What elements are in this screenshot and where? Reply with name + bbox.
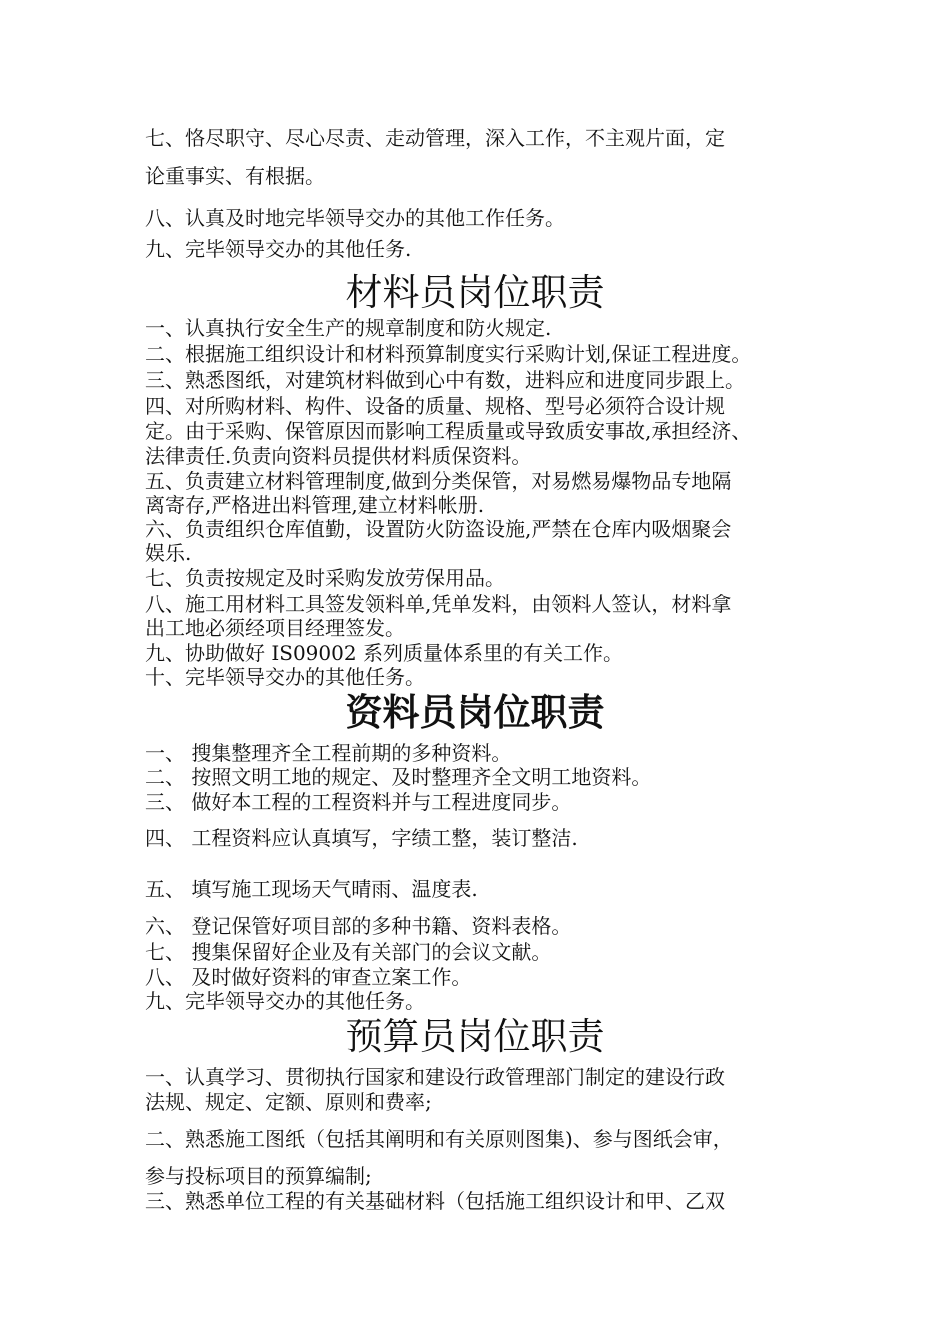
list-item: 七、负责按规定及时采购发放劳保用品。 [145, 566, 505, 590]
list-item: 三、 做好本工程的工程资料并与工程进度同步。 [145, 790, 572, 814]
list-item: 二、根据施工组织设计和材料预算制度实行采购计划,保证工程进度。 [145, 342, 752, 366]
list-item: 二、熟悉施工图纸（包括其阐明和有关原则图集)、参与图纸会审， [145, 1127, 733, 1151]
list-item: 二、 按照文明工地的规定、及时整理齐全文明工地资料。 [145, 765, 652, 789]
list-item: 九、协助做好 IS09002 系列质量体系里的有关工作。 [145, 641, 623, 665]
list-item: 六、负责组织仓库值勤，设置防火防盗设施,严禁在仓库内吸烟聚会 [145, 517, 732, 541]
list-item: 三、熟悉单位工程的有关基础材料（包括施工组织设计和甲、乙双 [145, 1189, 725, 1213]
paragraph-line: 论重事实、有根据。 [145, 164, 325, 188]
list-item: 一、认真学习、贯彻执行国家和建设行政管理部门制定的建设行政 [145, 1065, 725, 1089]
list-item: 四、 工程资料应认真填写，字绩工整，装订整洁. [145, 826, 578, 850]
section-title-records: 资料员岗位职责 [345, 691, 605, 734]
paragraph-line: 七、恪尽职守、尽心尽责、走动管理，深入工作，不主观片面，定 [145, 126, 725, 150]
list-item: 娱乐. [145, 541, 192, 565]
list-item: 一、认真执行安全生产的规章制度和防火规定. [145, 316, 552, 340]
list-item: 法律责任.负责向资料员提供材料质保资料。 [145, 444, 532, 468]
list-item: 一、 搜集整理齐全工程前期的多种资料。 [145, 741, 512, 765]
paragraph-line: 八、认真及时地完毕领导交办的其他工作任务。 [145, 206, 565, 230]
paragraph-line: 九、完毕领导交办的其他任务. [145, 237, 412, 261]
list-item: 离寄存,严格进出料管理,建立材料帐册. [145, 493, 485, 517]
list-item: 定。由于采购、保管原因而影响工程质量或导致质安事故,承担经济、 [145, 419, 752, 443]
list-item: 出工地必须经项目经理签发。 [145, 616, 405, 640]
list-item: 八、 及时做好资料的审查立案工作。 [145, 965, 472, 989]
list-item: 五、 填写施工现场天气晴雨、温度表. [145, 877, 478, 901]
list-item: 六、 登记保管好项目部的多种书籍、资料表格。 [145, 914, 572, 938]
list-item: 四、对所购材料、构件、设备的质量、规格、型号必须符合设计规 [145, 394, 725, 418]
list-item: 参与投标项目的预算编制; [145, 1164, 372, 1188]
list-item: 八、施工用材料工具签发领料单,凭单发料，由领料人签认，材料拿 [145, 592, 732, 616]
list-item: 三、熟悉图纸，对建筑材料做到心中有数，进料应和进度同步跟上。 [145, 368, 745, 392]
list-item: 七、 搜集保留好企业及有关部门的会议文献。 [145, 940, 552, 964]
list-item: 法规、规定、定额、原则和费率; [145, 1090, 432, 1114]
list-item: 五、负责建立材料管理制度,做到分类保管，对易燃易爆物品专地隔 [145, 469, 732, 493]
list-item: 十、完毕领导交办的其他任务。 [145, 665, 425, 689]
section-title-materials: 材料员岗位职责 [345, 271, 605, 314]
section-title-budget: 预算员岗位职责 [345, 1015, 605, 1058]
list-item: 九、完毕领导交办的其他任务。 [145, 989, 425, 1013]
